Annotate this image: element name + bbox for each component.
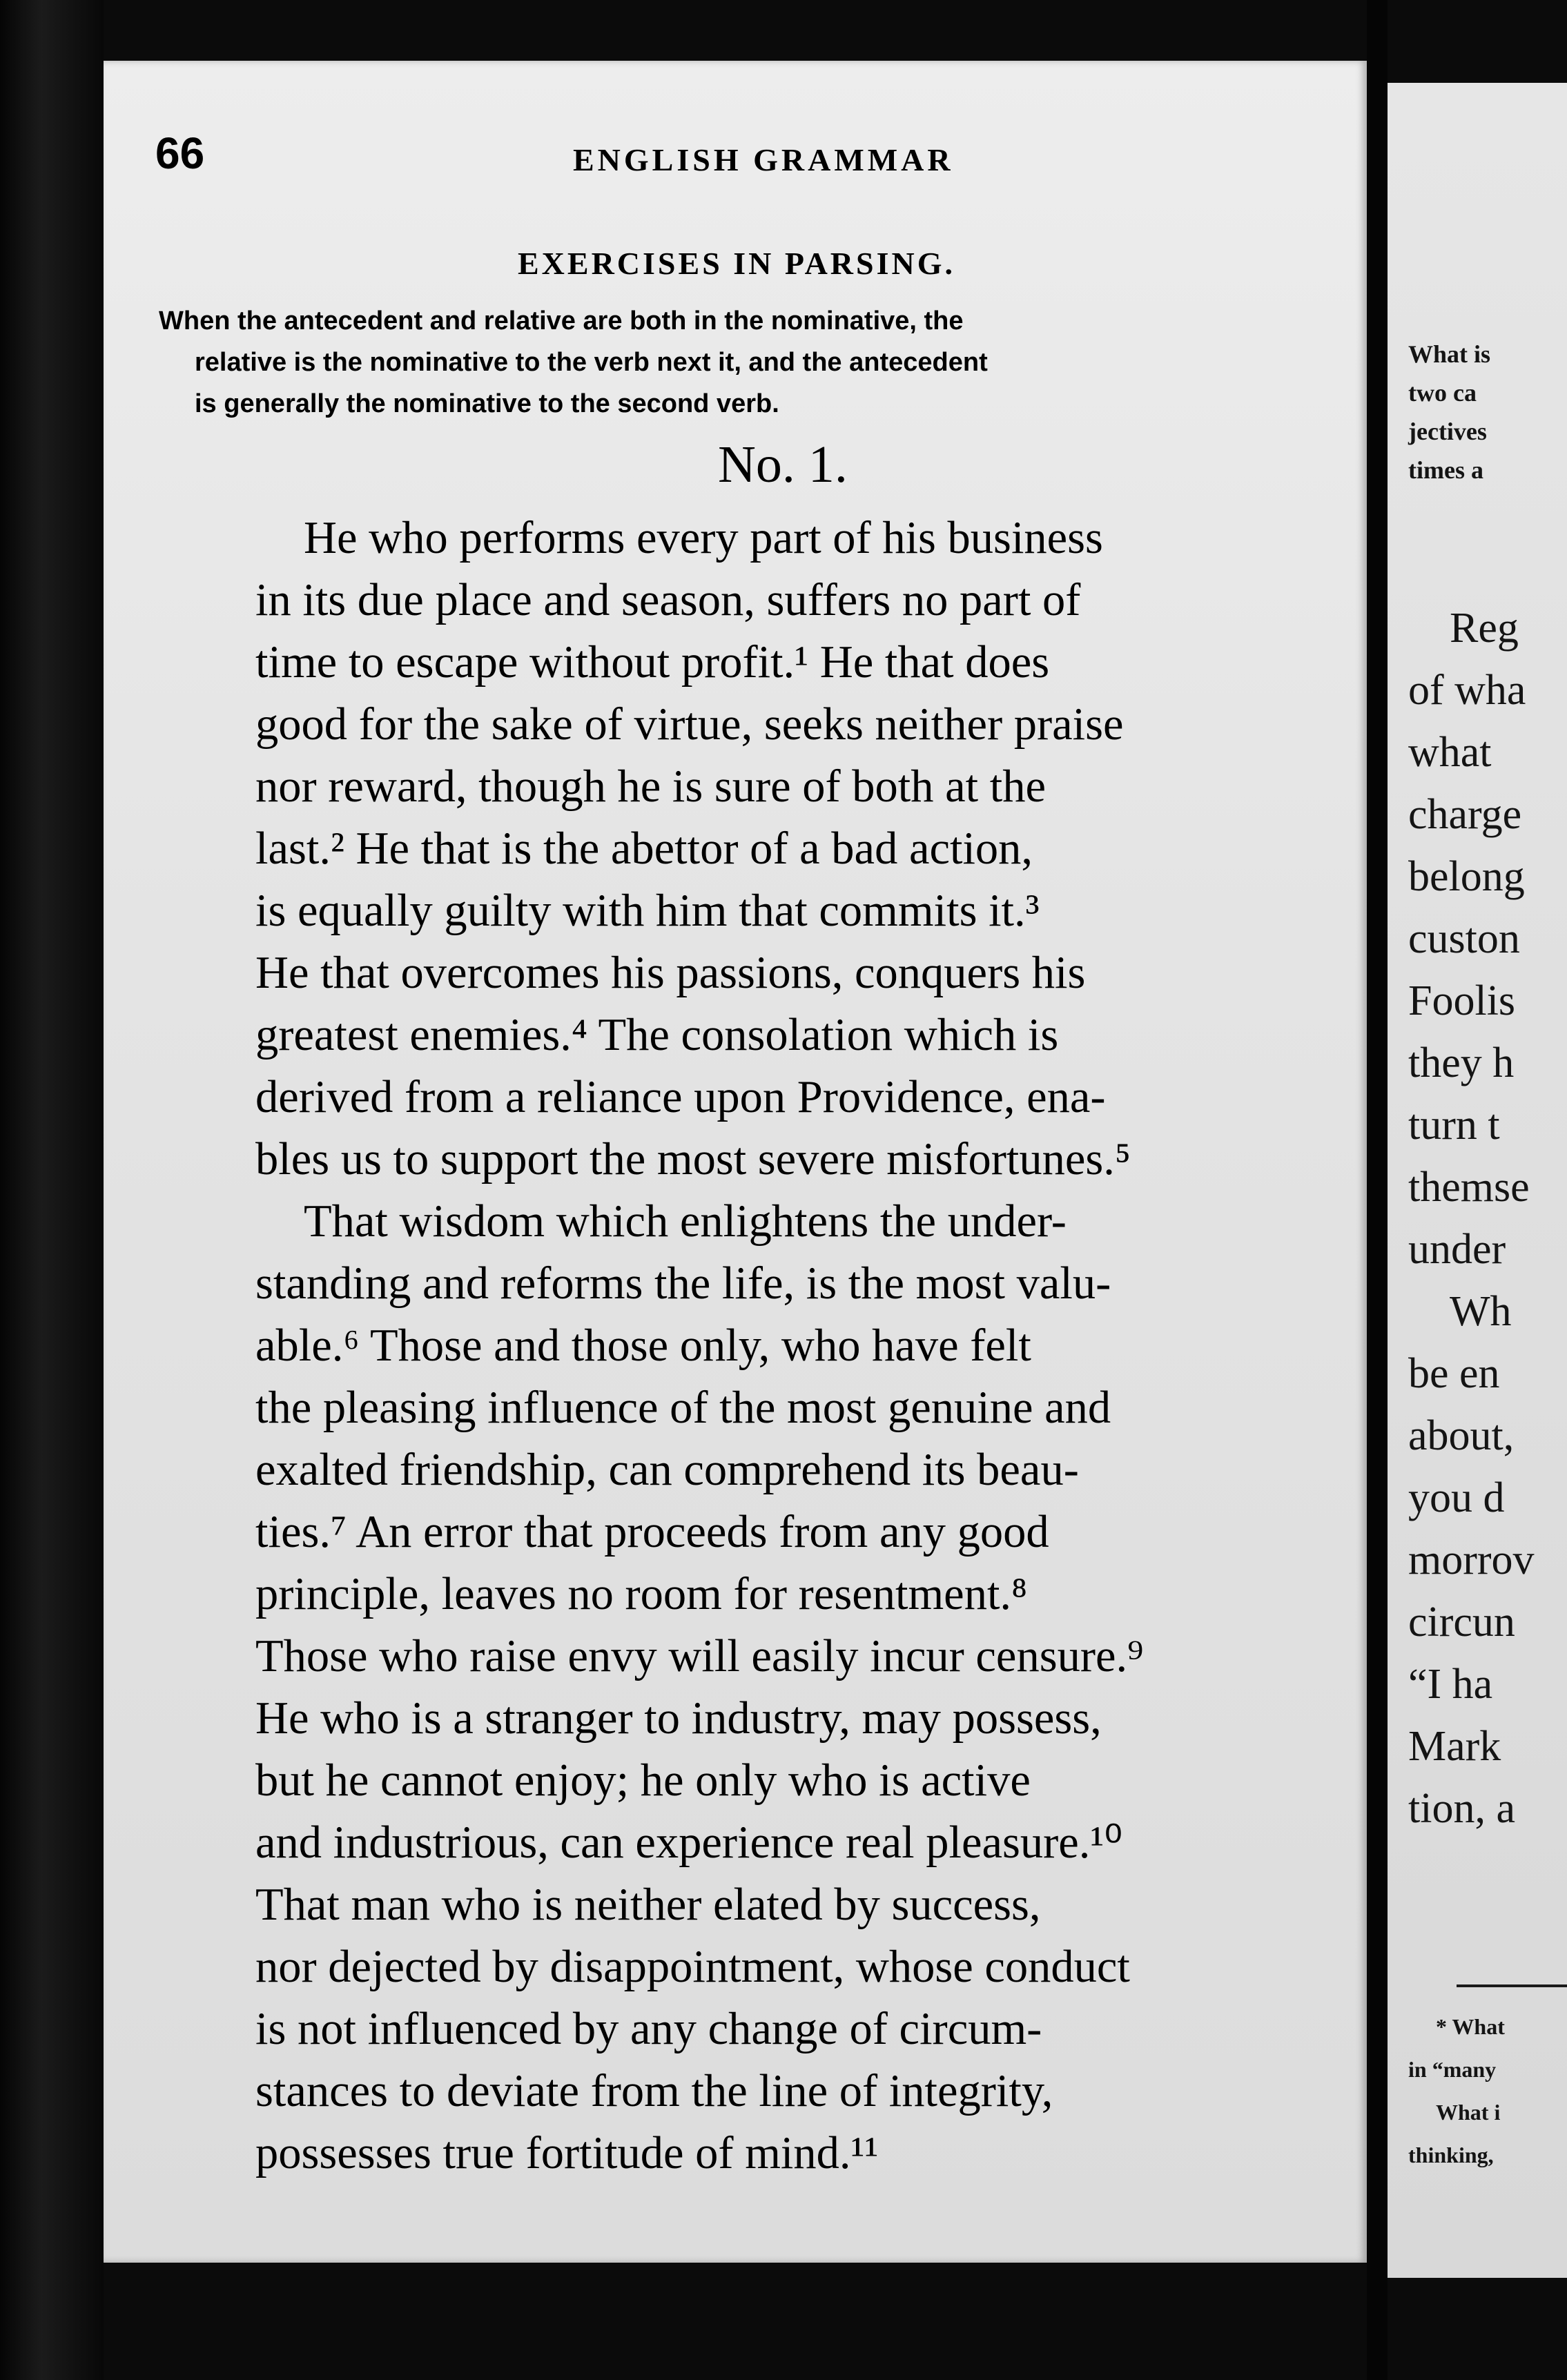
right-body-line: about,: [1408, 1412, 1515, 1459]
body-line: in its due place and season, suffers no part of: [255, 575, 1081, 625]
body-line: is not influenced by any change of circum-: [255, 2004, 1042, 2054]
body-line: He that overcomes his passions, conquers his: [255, 948, 1086, 998]
body-line: standing and reforms the life, is the most valu-: [255, 1258, 1111, 1309]
body-line: stances to deviate from the line of integrity,: [255, 2066, 1053, 2116]
right-footnote-line: * What: [1436, 2014, 1505, 2039]
body-line: That man who is neither elated by success,: [255, 1880, 1041, 1930]
body-line: and industrious, can experience real pleasure.¹⁰: [255, 1817, 1122, 1868]
right-question-line: times a: [1408, 456, 1483, 484]
body-line: greatest enemies.⁴ The consolation which is: [255, 1010, 1059, 1060]
right-footnote-line: What i: [1436, 2100, 1501, 2125]
body-line: That wisdom which enlightens the under-: [304, 1196, 1067, 1247]
right-page-footnotes: [1408, 2005, 1505, 2176]
running-head: ENGLISH GRAMMAR: [573, 142, 954, 177]
body-line: ties.⁷ An error that proceeds from any good: [255, 1507, 1049, 1557]
right-body-line: of wha: [1408, 667, 1526, 714]
body-line: principle, leaves no room for resentment.⁸: [255, 1569, 1028, 1619]
exercise-body: [255, 507, 1318, 2185]
body-line: He who performs every part of his business: [304, 513, 1103, 563]
body-line: He who is a stranger to industry, may possess,: [255, 1693, 1102, 1744]
right-body-line: circun: [1408, 1599, 1515, 1646]
right-body-line: belong: [1408, 853, 1525, 900]
rule-line: is generally the nominative to the second verb.: [195, 389, 779, 418]
right-body-line: Wh: [1450, 1288, 1512, 1335]
right-body-line: custon: [1408, 915, 1520, 962]
rule-line: When the antecedent and relative are both in the nominative, the: [159, 306, 964, 335]
body-line: nor reward, though he is sure of both at the: [255, 761, 1046, 812]
body-line: nor dejected by disappointment, whose conduct: [255, 1942, 1130, 1992]
right-body-line: Reg: [1450, 605, 1519, 652]
parsing-rule: [159, 300, 1332, 425]
body-line: last.² He that is the abettor of a bad action,: [255, 823, 1033, 874]
right-body-line: “I ha: [1408, 1661, 1493, 1708]
right-body-line: turn t: [1408, 1102, 1500, 1149]
page-number: 66: [155, 128, 205, 178]
right-body-line: you d: [1408, 1474, 1505, 1521]
right-body-line: Foolis: [1408, 977, 1516, 1024]
right-body-line: be en: [1408, 1350, 1500, 1397]
body-line: but he cannot enjoy; he only who is active: [255, 1755, 1031, 1806]
book-spine-shadow: [0, 0, 104, 2380]
right-body-line: charge: [1408, 791, 1522, 838]
rule-line: relative is the nominative to the verb next it, and the antecedent: [195, 348, 988, 377]
footnote-rule: [1457, 1984, 1567, 1987]
right-body-line: under: [1408, 1226, 1506, 1273]
right-question-line: What is: [1408, 340, 1491, 368]
right-body-line: Mark: [1408, 1723, 1501, 1770]
right-page-body: [1408, 597, 1535, 1840]
body-line: Those who raise envy will easily incur censure.⁹: [255, 1631, 1144, 1681]
right-page: [1388, 83, 1567, 2278]
body-line: the pleasing influence of the most genuine and: [255, 1383, 1111, 1433]
body-line: derived from a reliance upon Providence, ena-: [255, 1072, 1106, 1122]
right-question-line: jectives: [1408, 418, 1487, 445]
right-body-line: morrov: [1408, 1537, 1535, 1583]
body-line: is equally guilty with him that commits it.³: [255, 886, 1040, 936]
right-page-question: [1408, 335, 1490, 489]
example-number: No. 1.: [718, 436, 848, 494]
right-body-line: tion, a: [1408, 1785, 1515, 1832]
right-footnote-line: thinking,: [1408, 2143, 1494, 2167]
right-question-line: two ca: [1408, 379, 1477, 407]
body-line: good for the sake of virtue, seeks neither praise: [255, 699, 1124, 750]
right-body-line: they h: [1408, 1040, 1515, 1086]
body-line: possesses true fortitude of mind.¹¹: [255, 2128, 879, 2178]
body-line: time to escape without profit.¹ He that does: [255, 637, 1050, 687]
page-gutter: [1367, 0, 1388, 2380]
right-body-line: themse: [1408, 1164, 1530, 1211]
right-footnote-line: in “many: [1408, 2057, 1497, 2082]
body-line: able.⁶ Those and those only, who have felt: [255, 1320, 1031, 1371]
section-title: EXERCISES IN PARSING.: [518, 246, 956, 281]
right-body-line: what: [1408, 729, 1492, 776]
body-line: exalted friendship, can comprehend its beau-: [255, 1445, 1079, 1495]
body-line: bles us to support the most severe misfortunes.⁵: [255, 1134, 1131, 1184]
